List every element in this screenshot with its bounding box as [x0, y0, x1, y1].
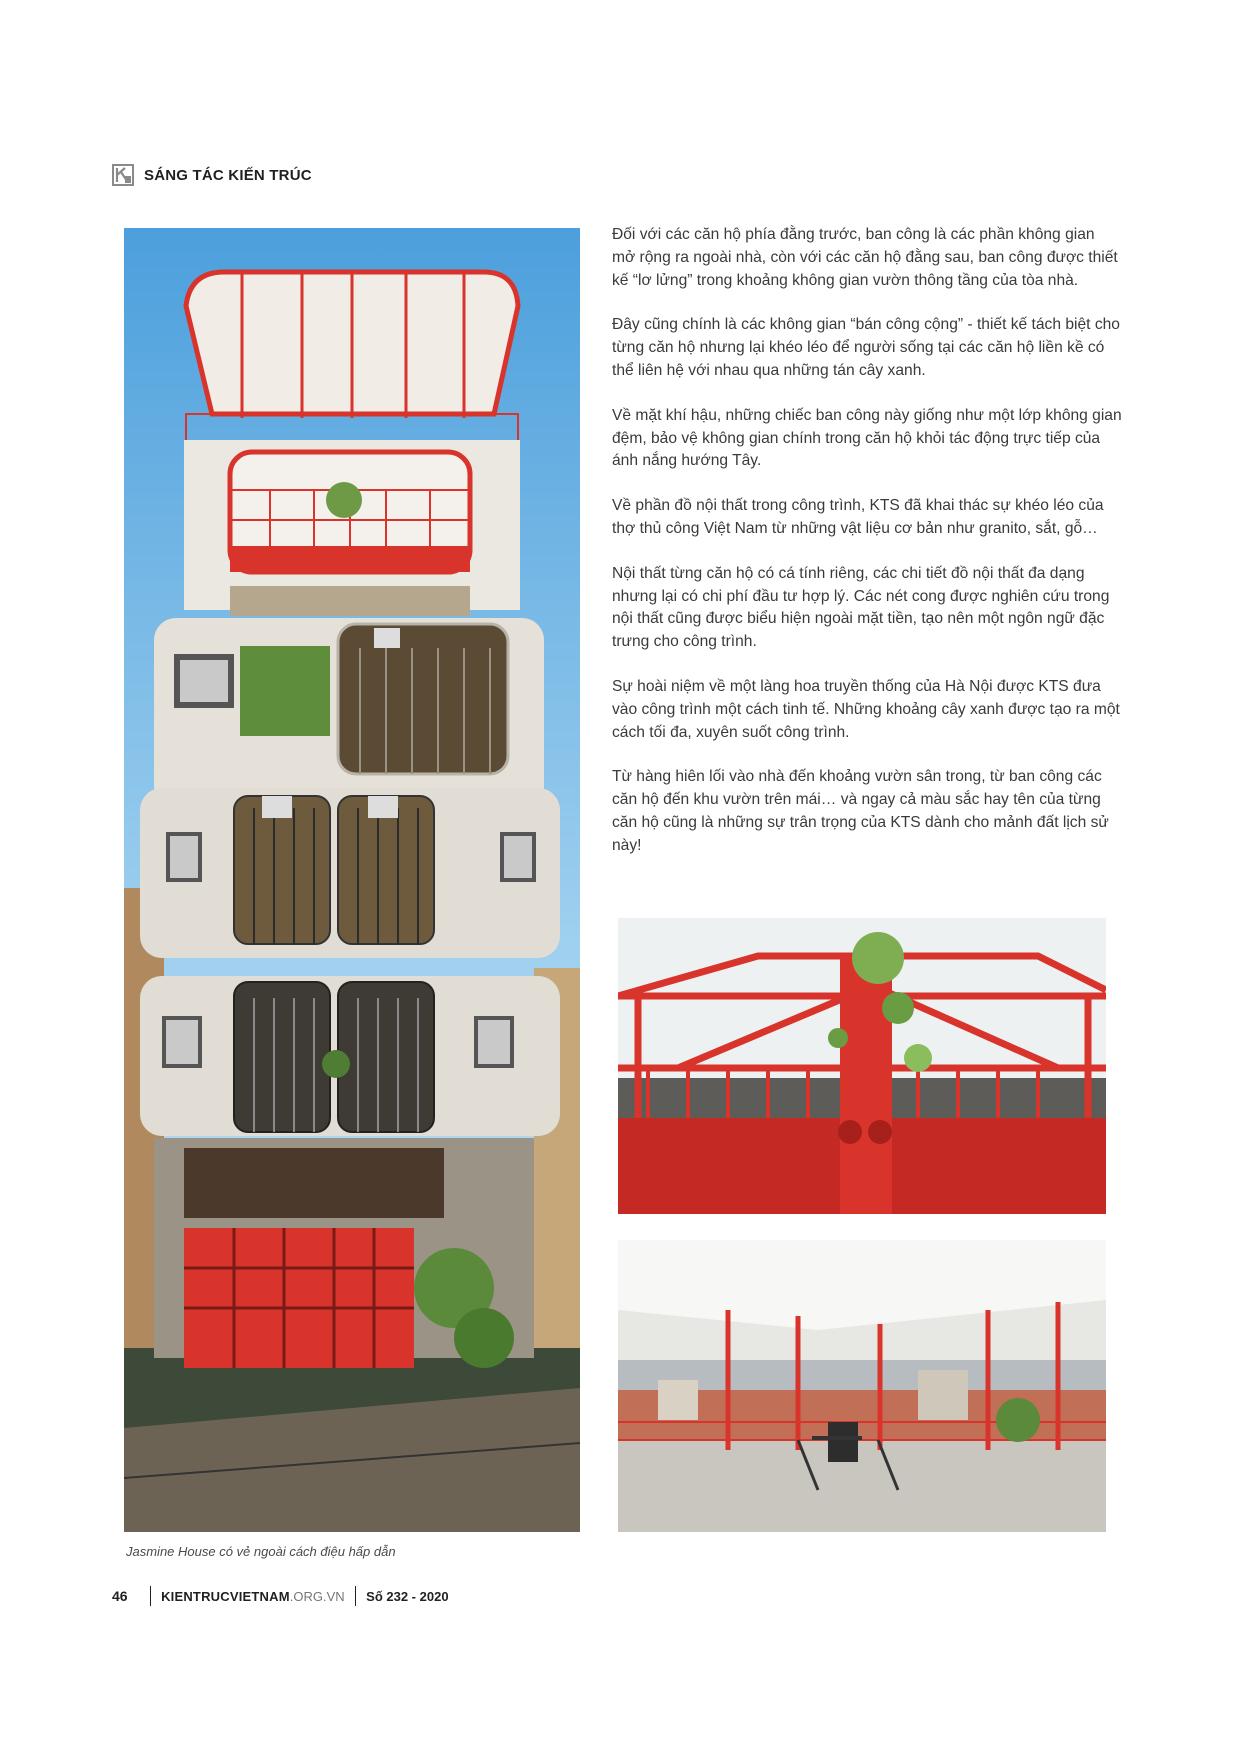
- page-number: 46: [112, 1588, 128, 1604]
- issue-number: Số 232 - 2020: [366, 1588, 449, 1604]
- article-paragraph: Về phần đồ nội thất trong công trình, KTS đã khai thác sự khéo léo của thợ thủ công Việt Nam từ những vật liệu cơ bản như granito, sắt, gỗ…: [612, 497, 1104, 537]
- photo-caption: Jasmine House có vẻ ngoài cách điệu hấp dẫn: [126, 1544, 396, 1559]
- article-paragraph: Đây cũng chính là các không gian “bán công cộng” - thiết kế tách biệt cho từng căn hộ nhưng lại khéo léo để người sống tại các căn hộ liền kề có thể liên hệ với nhau qua những tán cây xanh.: [612, 316, 1120, 379]
- footer-divider: [150, 1586, 152, 1606]
- article-paragraph: Về mặt khí hậu, những chiếc ban công này giống như một lớp không gian đệm, bảo vệ không gian chính trong căn hộ khỏi tác động trực tiếp của ánh nắng hướng Tây.: [612, 406, 1122, 470]
- rooftop-terrace-photo: [618, 1240, 1106, 1532]
- page-footer: [112, 1586, 449, 1606]
- balcony-detail-photo: [618, 918, 1106, 1214]
- footer-divider: [355, 1586, 357, 1606]
- article-paragraph: Nội thất từng căn hộ có cá tính riêng, các chi tiết đồ nội thất đa dạng nhưng lại có chi phí đầu tư hợp lý. Các nét cong được nghiên cứu trong nội thất cũng được biểu hiện ngoài mặt tiền, tạo nên một ngôn ngữ đặc trưng cho công trình.: [612, 564, 1110, 651]
- article-body: [612, 224, 1122, 880]
- site-name[interactable]: KIENTRUCVIETNAM: [161, 1588, 290, 1604]
- article-paragraph: Sự hoài niệm về một làng hoa truyền thống của Hà Nội được KTS đưa vào công trình một cách tinh tế. Những khoảng cây xanh được tạo ra một cách tối đa, xuyên suốt công trình.: [612, 677, 1120, 741]
- site-domain[interactable]: .ORG.VN: [289, 1588, 345, 1604]
- section-header: [112, 162, 312, 188]
- section-title: SÁNG TÁC KIẾN TRÚC: [144, 166, 312, 184]
- article-paragraph: Từ hàng hiên lối vào nhà đến khoảng vườn sân trong, từ ban công các căn hộ đến khu vườn trên mái… và ngay cả màu sắc hay tên của từng căn hộ cũng là những sự trân trọng của KTS dành cho mảnh đất lịch sử này!: [612, 768, 1109, 854]
- building-facade-photo: [124, 228, 580, 1532]
- article-paragraph: Đối với các căn hộ phía đằng trước, ban công là các phần không gian mở rộng ra ngoài nhà, còn với các căn hộ đằng sau, ban công được thiết kế “lơ lửng” trong khoảng không gian vườn thông tầng của tòa nhà.: [612, 226, 1118, 289]
- magazine-logo-icon: [112, 164, 134, 186]
